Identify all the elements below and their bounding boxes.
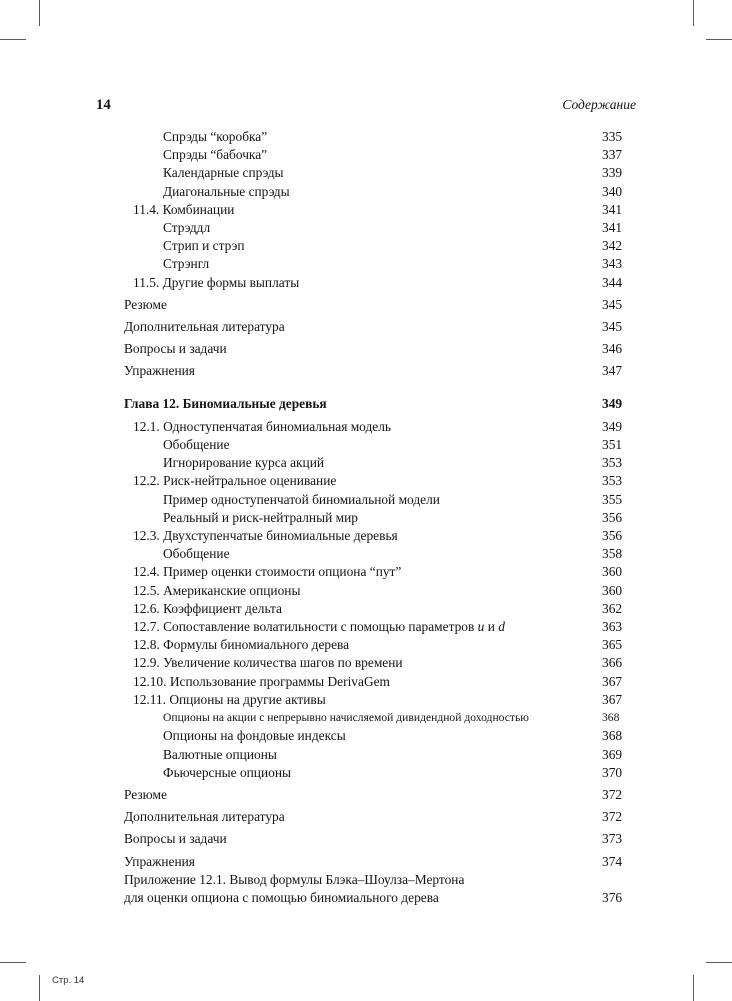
toc-entry[interactable] xyxy=(96,727,636,745)
toc-entry[interactable] xyxy=(96,853,636,871)
toc-entry-page-number: 373 xyxy=(602,831,623,847)
toc-entry-page-number: 372 xyxy=(602,786,623,802)
toc-entry[interactable] xyxy=(96,746,636,764)
toc-entry[interactable] xyxy=(96,418,636,436)
toc-entry[interactable] xyxy=(96,296,636,314)
toc-entry[interactable] xyxy=(96,636,636,654)
toc-entry-label: Дополнительная литература xyxy=(124,809,285,825)
toc-entry[interactable] xyxy=(96,618,636,636)
toc-entry-label: Обобщение xyxy=(163,546,230,562)
toc-entry-label: 12.6. Коэффициент дельта xyxy=(133,600,282,616)
toc-entry[interactable] xyxy=(96,128,636,146)
toc-entry[interactable] xyxy=(96,340,636,358)
toc-entry-label: 12.7. Сопоставление волатильности с помощью параметров u и d xyxy=(133,619,505,635)
toc-entry[interactable] xyxy=(96,472,636,490)
toc-entry-math-conjunction: и xyxy=(484,619,499,635)
table-of-contents xyxy=(96,128,636,907)
toc-entry-label: Диагональные спрэды xyxy=(163,183,290,199)
toc-entry-page-number: 341 xyxy=(602,201,623,217)
toc-entry-page-number: 349 xyxy=(602,395,623,411)
toc-entry[interactable] xyxy=(96,709,636,727)
running-head xyxy=(96,97,636,114)
toc-entry[interactable] xyxy=(96,600,636,618)
toc-entry-page-number: 356 xyxy=(602,528,623,544)
toc-entry-label: 12.4. Пример оценки стоимости опциона “пут” xyxy=(133,564,402,580)
toc-entry[interactable] xyxy=(96,786,636,804)
toc-entry-page-number: 360 xyxy=(602,564,623,580)
toc-entry-page-number: 372 xyxy=(602,809,623,825)
toc-entry[interactable] xyxy=(96,673,636,691)
toc-entry[interactable] xyxy=(96,146,636,164)
toc-entry-label: 12.10. Использование программы DerivaGem xyxy=(133,673,390,689)
toc-entry-label: 12.8. Формулы биномиального дерева xyxy=(133,637,350,653)
toc-entry-page-number: 341 xyxy=(602,220,623,236)
toc-entry[interactable] xyxy=(96,237,636,255)
toc-entry[interactable] xyxy=(96,491,636,509)
toc-entry[interactable] xyxy=(96,545,636,563)
toc-entry-label: Обобщение xyxy=(163,437,230,453)
running-head-title: Содержание xyxy=(562,97,636,112)
toc-entry-page-number: 369 xyxy=(602,746,623,762)
toc-entry-page-number: 340 xyxy=(602,183,623,199)
toc-entry-page-number: 337 xyxy=(602,147,623,163)
toc-entry[interactable] xyxy=(96,808,636,826)
toc-entry[interactable] xyxy=(96,764,636,782)
toc-entry-page-number: 368 xyxy=(602,711,620,725)
toc-entry-label: Глава 12. Биномиальные деревья xyxy=(124,395,327,411)
toc-entry[interactable] xyxy=(96,274,636,292)
toc-entry-page-number: 363 xyxy=(602,619,623,635)
toc-entry-label: Резюме xyxy=(124,296,167,312)
toc-entry-label: Стрип и стрэп xyxy=(163,238,245,254)
toc-entry[interactable] xyxy=(96,454,636,472)
toc-entry-label: Опционы на фондовые индексы xyxy=(163,728,346,744)
toc-entry-label: Вопросы и задачи xyxy=(124,341,227,357)
toc-entry-label: Спрэды “бабочка” xyxy=(163,147,268,163)
toc-entry-label: 12.11. Опционы на другие активы xyxy=(133,691,326,707)
toc-entry-label: Опционы на акции с непрерывно начисляемой дивидендной доходностью xyxy=(163,711,529,725)
toc-entry[interactable] xyxy=(96,395,636,413)
toc-entry-label: Пример одноступенчатой биномиальной модели xyxy=(163,491,440,507)
toc-entry[interactable] xyxy=(96,436,636,454)
toc-entry-page-number: 353 xyxy=(602,455,623,471)
toc-entry-label: Реальный и риск-нейтралный мир xyxy=(163,509,358,525)
toc-entry[interactable] xyxy=(96,201,636,219)
page-footer-label: Стр. 14 xyxy=(52,975,85,986)
toc-entry-page-number: 370 xyxy=(602,764,623,780)
toc-entry-appendix-line1: Приложение 12.1. Вывод формулы Блэка–Шоулза–Мертона xyxy=(124,871,465,887)
toc-entry-label: Спрэды “коробка” xyxy=(163,129,268,144)
toc-entry-label: 12.9. Увеличение количества шагов по времени xyxy=(133,655,403,671)
toc-entry[interactable] xyxy=(96,830,636,848)
toc-entry-page-number: 368 xyxy=(602,728,623,744)
toc-entry-label: Резюме xyxy=(124,786,167,802)
toc-entry-page-number: 362 xyxy=(602,600,623,616)
toc-entry[interactable] xyxy=(96,691,636,709)
toc-entry[interactable] xyxy=(96,582,636,600)
toc-entry-appendix-line2: для оценки опциона с помощью биномиального дерева xyxy=(124,889,439,905)
toc-entry-label: Дополнительная литература xyxy=(124,319,285,335)
toc-entry-label: Вопросы и задачи xyxy=(124,831,227,847)
toc-entry-page-number: 345 xyxy=(602,319,623,335)
toc-entry-label: 11.5. Другие формы выплаты xyxy=(133,274,300,290)
toc-entry-appendix[interactable] xyxy=(96,871,636,907)
page-folio-number: 14 xyxy=(96,97,111,113)
toc-entry-page-number: 349 xyxy=(602,418,623,434)
toc-entry-page-number: 366 xyxy=(602,655,623,671)
toc-entry-label: Стрэддл xyxy=(163,220,211,236)
toc-entry-label: 12.3. Двухступенчатые биномиальные деревья xyxy=(133,528,398,544)
toc-entry-label: 12.5. Американские опционы xyxy=(133,582,301,598)
toc-entry[interactable] xyxy=(96,563,636,581)
toc-entry-page-number: 356 xyxy=(602,509,623,525)
toc-entry[interactable] xyxy=(96,509,636,527)
toc-entry-page-number: 346 xyxy=(602,341,623,357)
toc-entry-appendix-page-number: 376 xyxy=(602,889,623,905)
toc-entry-page-number: 367 xyxy=(602,673,623,689)
toc-entry-page-number: 347 xyxy=(602,363,623,379)
toc-entry-page-number: 353 xyxy=(602,473,623,489)
toc-entry-label: Упражнения xyxy=(124,363,195,379)
toc-entry-label: 11.4. Комбинации xyxy=(133,201,235,217)
toc-entry[interactable] xyxy=(96,219,636,237)
toc-entry-label: Стрэнгл xyxy=(163,256,210,272)
toc-entry[interactable] xyxy=(96,164,636,182)
toc-entry-math-d: d xyxy=(498,619,505,635)
toc-entry-page-number: 342 xyxy=(602,238,623,254)
toc-entry[interactable] xyxy=(96,527,636,545)
toc-entry[interactable] xyxy=(96,183,636,201)
toc-entry-page-number: 335 xyxy=(602,129,623,144)
toc-entry[interactable] xyxy=(96,362,636,380)
toc-entry-page-number: 360 xyxy=(602,582,623,598)
toc-entry-page-number: 365 xyxy=(602,637,623,653)
toc-entry[interactable] xyxy=(96,255,636,273)
toc-entry-page-number: 344 xyxy=(602,274,623,290)
toc-entry-label: Упражнения xyxy=(124,853,195,869)
toc-entry[interactable] xyxy=(96,318,636,336)
toc-entry-page-number: 351 xyxy=(602,437,623,453)
toc-entry-page-number: 339 xyxy=(602,165,623,181)
toc-entry-page-number: 345 xyxy=(602,296,623,312)
toc-entry-label: 12.2. Риск-нейтральное оценивание xyxy=(133,473,337,489)
toc-entry-label: Фьючерсные опционы xyxy=(163,764,292,780)
toc-entry-page-number: 355 xyxy=(602,491,623,507)
toc-entry-label: Валютные опционы xyxy=(163,746,277,762)
toc-entry-label: Игнорирование курса акций xyxy=(163,455,325,471)
toc-entry-math-u: u xyxy=(477,619,485,635)
toc-entry-label: Календарные спрэды xyxy=(163,165,284,181)
toc-entry-page-number: 374 xyxy=(602,853,623,869)
toc-entry-page-number: 367 xyxy=(602,691,623,707)
toc-entry-page-number: 343 xyxy=(602,256,623,272)
toc-entry[interactable] xyxy=(96,654,636,672)
toc-entry-page-number: 358 xyxy=(602,546,623,562)
toc-entry-label: 12.1. Одноступенчатая биномиальная модель xyxy=(133,418,392,434)
